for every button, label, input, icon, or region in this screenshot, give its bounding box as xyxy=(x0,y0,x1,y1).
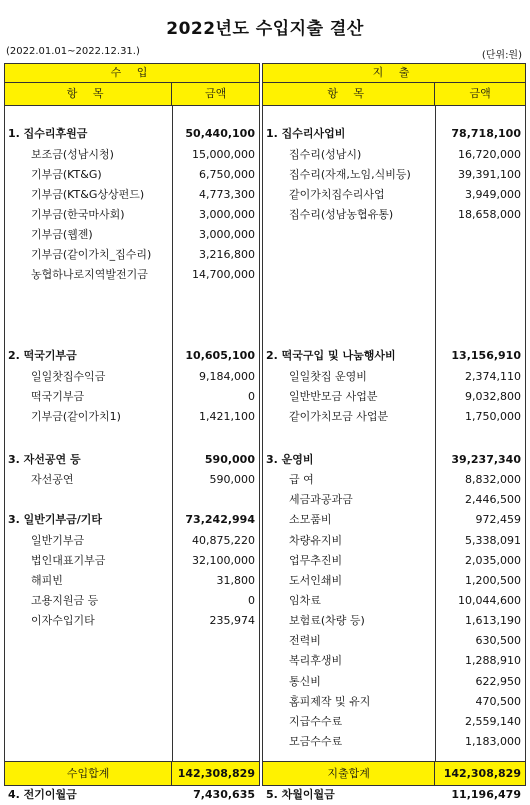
expense-row-amount: 78,718,100 xyxy=(451,127,521,140)
expense-category-row xyxy=(263,785,525,805)
income-item-row xyxy=(5,531,259,551)
income-total-amount: 142,308,829 xyxy=(177,767,255,780)
income-row-amount: 0 xyxy=(248,594,255,607)
expense-row-amount: 39,391,100 xyxy=(458,168,521,181)
expense-item-row xyxy=(263,551,525,571)
income-row-amount: 590,000 xyxy=(209,473,255,486)
income-row-label: 기부금(한국마사회) xyxy=(31,208,125,221)
expense-item-row xyxy=(263,185,525,205)
expense-category-row xyxy=(263,450,525,470)
expense-row-label: 전력비 xyxy=(289,634,321,647)
income-row-label: 고용지원금 등 xyxy=(31,594,99,607)
income-row-amount: 9,184,000 xyxy=(199,370,255,383)
expense-item-row xyxy=(263,692,525,712)
expense-row-label: 복리후생비 xyxy=(289,654,343,667)
expense-row-amount: 630,500 xyxy=(475,634,521,647)
page-title: 2022년도 수입지출 결산 xyxy=(166,19,364,39)
expense-row-label: 홈피제작 및 유지 xyxy=(289,695,371,708)
expense-row-label: 일반반모금 사업분 xyxy=(289,390,378,403)
expense-panel xyxy=(262,63,526,801)
income-row-amount: 3,000,000 xyxy=(199,208,255,221)
expense-item-row xyxy=(263,531,525,551)
income-row-label: 기부금(KT&G) xyxy=(31,168,102,181)
expense-row-label: 3. 운영비 xyxy=(266,453,314,466)
income-item-row xyxy=(5,571,259,591)
expense-row-amount: 972,459 xyxy=(475,513,521,526)
expense-row-amount: 10,044,600 xyxy=(458,594,521,607)
income-category-row xyxy=(5,124,259,144)
income-row-amount: 590,000 xyxy=(204,453,255,466)
income-item-row xyxy=(5,407,259,427)
expense-row-amount: 1,750,000 xyxy=(465,410,521,423)
expense-item-row xyxy=(263,591,525,611)
income-row-label: 기부금(같이가치_집수리) xyxy=(31,248,152,261)
income-row-label: 3. 일반기부금/기타 xyxy=(8,513,103,526)
income-row-amount: 1,421,100 xyxy=(199,410,255,423)
expense-item-row xyxy=(263,712,525,732)
income-row-label: 일반기부금 xyxy=(31,534,85,547)
expense-row-label: 집수리(자재,노임,식비등) xyxy=(289,168,411,181)
income-row-amount: 40,875,220 xyxy=(192,534,255,547)
income-row-label: 이자수입기타 xyxy=(31,614,95,627)
expense-row-amount: 470,500 xyxy=(475,695,521,708)
income-item-row xyxy=(5,367,259,387)
income-row-label: 3. 자선공연 등 xyxy=(8,453,81,466)
expense-row-label: 지급수수료 xyxy=(289,715,343,728)
expense-item-row xyxy=(263,510,525,530)
income-header: 수 입 xyxy=(5,64,259,83)
income-row-amount: 4,773,300 xyxy=(199,188,255,201)
income-row-amount: 32,100,000 xyxy=(192,554,255,567)
income-row-amount: 7,430,635 xyxy=(193,788,255,801)
income-category-row xyxy=(5,510,259,530)
income-row-amount: 14,700,000 xyxy=(192,268,255,281)
expense-row-label: 통신비 xyxy=(289,675,321,688)
income-item-row xyxy=(5,265,259,285)
expense-item-row xyxy=(263,165,525,185)
expense-row-label: 세금과공과금 xyxy=(289,493,353,506)
expense-row-label: 같이가치모금 사업분 xyxy=(289,410,389,423)
income-row-label: 1. 집수리후원금 xyxy=(8,127,88,140)
income-col-item: 항 목 xyxy=(5,83,172,105)
expense-row-label: 집수리(성남시) xyxy=(289,148,362,161)
expense-item-row xyxy=(263,732,525,752)
expense-category-row xyxy=(263,124,525,144)
expense-row-amount: 11,196,479 xyxy=(451,788,521,801)
expense-item-row xyxy=(263,145,525,165)
expense-row-label: 모금수수료 xyxy=(289,735,343,748)
expense-item-row xyxy=(263,651,525,671)
income-row-label: 법인대표기부금 xyxy=(31,554,106,567)
income-row-amount: 6,750,000 xyxy=(199,168,255,181)
income-row-label: 보조금(성남시청) xyxy=(31,148,114,161)
expense-row-amount: 1,288,910 xyxy=(465,654,521,667)
expense-row-amount: 2,374,110 xyxy=(465,370,521,383)
income-category-row xyxy=(5,346,259,366)
expense-item-row xyxy=(263,387,525,407)
income-item-row xyxy=(5,245,259,265)
expense-row-amount: 1,200,500 xyxy=(465,574,521,587)
expense-item-row xyxy=(263,470,525,490)
expense-col-item: 항 목 xyxy=(263,83,435,105)
income-row-amount: 3,000,000 xyxy=(199,228,255,241)
expense-total-row xyxy=(263,761,525,785)
expense-item-row xyxy=(263,407,525,427)
expense-col-amount: 금액 xyxy=(469,87,491,100)
income-item-row xyxy=(5,551,259,571)
income-item-row xyxy=(5,145,259,165)
expense-row-label: 1. 집수리사업비 xyxy=(266,127,346,140)
income-item-row xyxy=(5,591,259,611)
income-row-label: 농협하나로지역발전기금 xyxy=(31,268,148,281)
expense-item-row xyxy=(263,367,525,387)
expense-row-label: 임차료 xyxy=(289,594,321,607)
income-row-amount: 235,974 xyxy=(209,614,255,627)
income-row-amount: 73,242,994 xyxy=(185,513,255,526)
income-row-amount: 0 xyxy=(248,390,255,403)
income-row-label: 일일찻집수익금 xyxy=(31,370,106,383)
income-item-row xyxy=(5,470,259,490)
expense-category-row xyxy=(263,346,525,366)
expense-item-row xyxy=(263,571,525,591)
income-col-amount: 금액 xyxy=(205,87,227,100)
income-row-label: 기부금(같이가치1) xyxy=(31,410,121,423)
income-total-label: 수입합계 xyxy=(5,762,172,785)
income-row-amount: 31,800 xyxy=(216,574,255,587)
expense-row-amount: 18,658,000 xyxy=(458,208,521,221)
period-label: (2022.01.01~2022.12.31.) xyxy=(6,46,140,57)
income-category-row xyxy=(5,785,259,805)
expense-item-row xyxy=(263,490,525,510)
income-total-row xyxy=(5,761,259,785)
expense-row-amount: 2,446,500 xyxy=(465,493,521,506)
expense-row-label: 2. 떡국구입 및 나눔행사비 xyxy=(266,349,396,362)
expense-row-label: 일일찻집 운영비 xyxy=(289,370,367,383)
income-row-amount: 50,440,100 xyxy=(185,127,255,140)
expense-row-amount: 3,949,000 xyxy=(465,188,521,201)
expense-row-label: 차량유지비 xyxy=(289,534,343,547)
income-row-label: 기부금(웹젠) xyxy=(31,228,93,241)
income-row-label: 자선공연 xyxy=(31,473,74,486)
income-item-row xyxy=(5,165,259,185)
expense-row-label: 집수리(성남농협유통) xyxy=(289,208,394,221)
income-item-row xyxy=(5,611,259,631)
unit-label: (단위:원) xyxy=(481,50,522,61)
expense-row-amount: 13,156,910 xyxy=(451,349,521,362)
expense-row-amount: 2,035,000 xyxy=(465,554,521,567)
income-column-header xyxy=(5,83,259,106)
expense-row-label: 5. 차월이월금 xyxy=(266,788,335,801)
expense-total-amount: 142,308,829 xyxy=(443,767,521,780)
expense-row-amount: 1,183,000 xyxy=(465,735,521,748)
income-panel xyxy=(4,63,260,801)
income-row-label: 떡국기부금 xyxy=(31,390,85,403)
income-item-row xyxy=(5,205,259,225)
expense-total-label: 지출합계 xyxy=(263,762,435,785)
income-row-amount: 15,000,000 xyxy=(192,148,255,161)
income-row-label: 2. 떡국기부금 xyxy=(8,349,77,362)
income-row-label: 4. 전기이월금 xyxy=(8,788,77,801)
income-row-amount: 10,605,100 xyxy=(185,349,255,362)
expense-item-row xyxy=(263,631,525,651)
income-row-amount: 3,216,800 xyxy=(199,248,255,261)
expense-row-amount: 2,559,140 xyxy=(465,715,521,728)
expense-column-header xyxy=(263,83,525,106)
expense-row-label: 도서인쇄비 xyxy=(289,574,343,587)
expense-row-label: 급 여 xyxy=(289,473,314,486)
expense-item-row xyxy=(263,611,525,631)
income-category-row xyxy=(5,450,259,470)
income-item-row xyxy=(5,387,259,407)
expense-row-label: 보험료(차량 등) xyxy=(289,614,365,627)
income-row-label: 해피빈 xyxy=(31,574,63,587)
income-item-row xyxy=(5,225,259,245)
income-item-row xyxy=(5,185,259,205)
expense-row-label: 소모품비 xyxy=(289,513,332,526)
expense-header: 지 출 xyxy=(263,64,525,83)
expense-row-amount: 8,832,000 xyxy=(465,473,521,486)
expense-row-label: 업무추진비 xyxy=(289,554,343,567)
expense-item-row xyxy=(263,205,525,225)
expense-row-amount: 9,032,800 xyxy=(465,390,521,403)
expense-row-label: 같이가치집수리사업 xyxy=(289,188,385,201)
expense-item-row xyxy=(263,672,525,692)
expense-row-amount: 1,613,190 xyxy=(465,614,521,627)
expense-row-amount: 39,237,340 xyxy=(451,453,521,466)
income-row-label: 기부금(KT&G상상펀드) xyxy=(31,188,145,201)
expense-row-amount: 16,720,000 xyxy=(458,148,521,161)
expense-row-amount: 5,338,091 xyxy=(465,534,521,547)
expense-row-amount: 622,950 xyxy=(475,675,521,688)
